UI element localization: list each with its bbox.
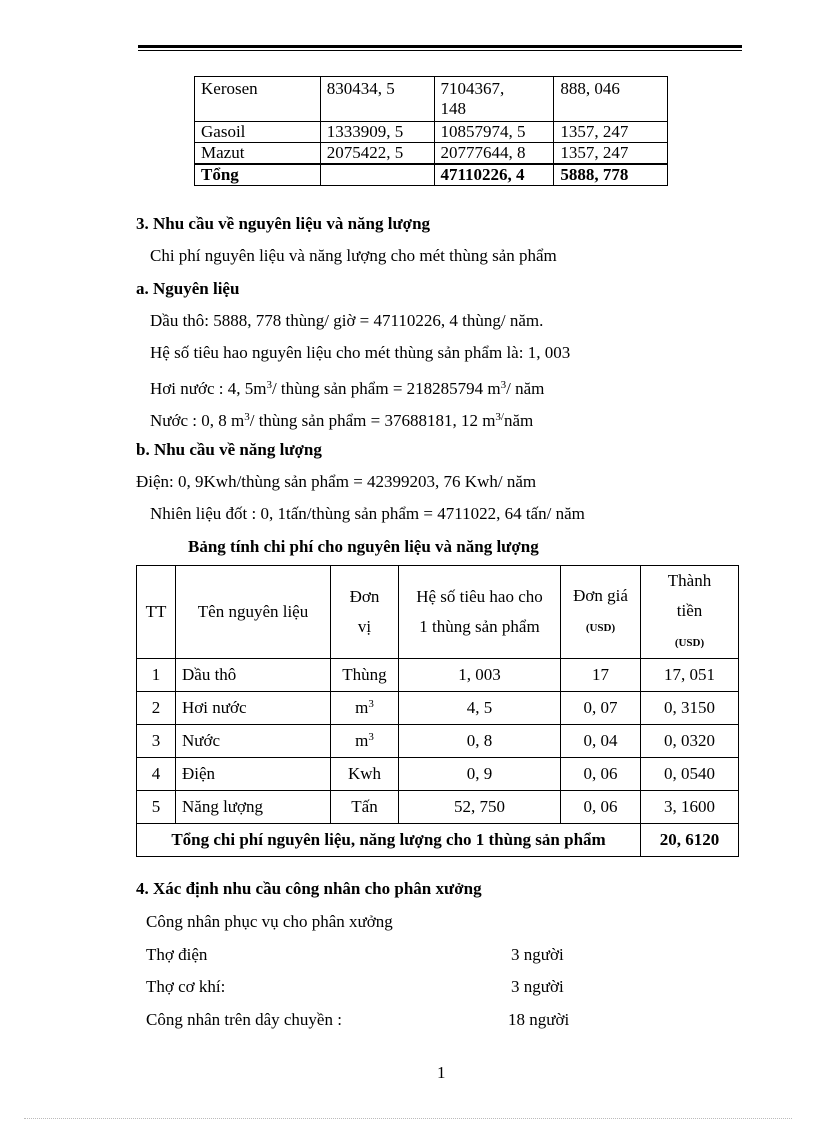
line-total bbox=[641, 725, 739, 758]
unit-price bbox=[561, 692, 641, 725]
header-line: Hệ số tiêu hao cho bbox=[416, 587, 543, 606]
text-part: / thùng sản phẩm = 37688181, 12 m bbox=[249, 411, 496, 430]
table-cell: 10857974, 5 bbox=[434, 122, 554, 143]
text-part: năm bbox=[503, 411, 534, 430]
cost-table-body bbox=[137, 659, 739, 824]
electricity-line: Điện: 0, 9Kwh/thùng sản phẩm = 42399203, 76 Kwh/ năm bbox=[136, 472, 537, 491]
row-number bbox=[137, 758, 176, 791]
water-line bbox=[150, 407, 533, 431]
worker-count: 3 người bbox=[511, 945, 564, 964]
row-number-text: 4 bbox=[151, 764, 161, 783]
unit-price bbox=[561, 758, 641, 791]
coefficient bbox=[399, 692, 561, 725]
consumption-coefficient-line: Hệ số tiêu hao nguyên liệu cho mét thùng sản phẩm là: 1, 003 bbox=[150, 343, 571, 362]
superscript: 3/ bbox=[495, 411, 504, 423]
header-rule-thick bbox=[138, 45, 742, 48]
unit bbox=[331, 659, 399, 692]
footer-value: 20, 6120 bbox=[641, 824, 739, 857]
worker-role: Thợ điện bbox=[146, 945, 208, 964]
header-name: Tên nguyên liệu bbox=[176, 566, 331, 659]
coefficient bbox=[399, 791, 561, 824]
coefficient bbox=[399, 659, 561, 692]
table-row bbox=[137, 758, 739, 791]
header-rule-thin bbox=[138, 50, 742, 51]
cost-table bbox=[136, 565, 739, 857]
table-cell bbox=[320, 164, 434, 186]
text-part: Hơi nước : 4, 5m bbox=[150, 379, 267, 398]
header-line: 1 thùng sản phẩm bbox=[419, 617, 540, 636]
unit bbox=[331, 791, 399, 824]
table-row bbox=[137, 725, 739, 758]
superscript: 3 bbox=[368, 731, 374, 743]
product-name: Mazut bbox=[195, 143, 321, 165]
unit bbox=[331, 725, 399, 758]
header-unit-label: (USD) bbox=[674, 637, 705, 649]
unit-price-text: 0, 06 bbox=[583, 797, 618, 816]
section-3-heading: 3. Nhu cầu về nguyên liệu và năng lượng bbox=[136, 214, 431, 233]
total-value: 5888, 778 bbox=[554, 164, 668, 186]
unit-text: m bbox=[355, 731, 369, 750]
text-part: Nước : 0, 8 m bbox=[150, 411, 245, 430]
total-label: Tổng bbox=[195, 164, 321, 186]
page-number: 1 bbox=[437, 1063, 446, 1082]
unit-price-text: 17 bbox=[592, 665, 609, 684]
unit-price-text: 0, 06 bbox=[583, 764, 618, 783]
table-row bbox=[137, 692, 739, 725]
worker-count: 3 người bbox=[511, 977, 564, 996]
coefficient-text: 4, 5 bbox=[466, 698, 493, 717]
row-number-text: 3 bbox=[151, 731, 161, 750]
subsection-a-heading: a. Nguyên liệu bbox=[136, 279, 240, 298]
material-name bbox=[176, 725, 331, 758]
cell-line: 7104367, bbox=[440, 79, 505, 98]
coefficient-text: 0, 8 bbox=[466, 731, 493, 750]
table-row bbox=[195, 122, 668, 143]
table-cell: 1333909, 5 bbox=[320, 122, 434, 143]
row-number bbox=[137, 725, 176, 758]
header-line: Đơn bbox=[349, 587, 380, 606]
header-line: tiền bbox=[676, 601, 703, 620]
coefficient bbox=[399, 725, 561, 758]
text-part: / năm bbox=[506, 379, 545, 398]
product-name: Kerosen bbox=[195, 77, 321, 122]
superscript: 3 bbox=[368, 698, 374, 710]
header-unit-label: (USD) bbox=[585, 622, 616, 634]
header-line: vị bbox=[357, 617, 372, 636]
material-name-text: Điện bbox=[182, 764, 216, 783]
unit-price bbox=[561, 725, 641, 758]
row-number-text: 5 bbox=[151, 797, 161, 816]
crude-oil-line: Dầu thô: 5888, 778 thùng/ giờ = 47110226, 4 thùng/ năm. bbox=[150, 311, 544, 330]
header-line: Đơn giá bbox=[573, 586, 628, 605]
header-total bbox=[641, 566, 739, 659]
material-name bbox=[176, 758, 331, 791]
unit-text: m bbox=[355, 698, 369, 717]
line-total-text: 0, 3150 bbox=[664, 698, 715, 717]
footer-label: Tổng chi phí nguyên liệu, năng lượng cho 1 thùng sản phẩm bbox=[137, 824, 641, 857]
header-line: Thành bbox=[667, 571, 712, 590]
row-number bbox=[137, 692, 176, 725]
table-row bbox=[137, 659, 739, 692]
section-4-intro: Công nhân phục vụ cho phân xưởng bbox=[146, 912, 393, 931]
line-total-text: 17, 051 bbox=[664, 665, 715, 684]
row-number-text: 2 bbox=[151, 698, 161, 717]
row-number bbox=[137, 659, 176, 692]
line-total-text: 0, 0540 bbox=[664, 764, 715, 783]
table-cell: 830434, 5 bbox=[320, 77, 434, 122]
steam-line bbox=[150, 375, 544, 399]
product-name: Gasoil bbox=[195, 122, 321, 143]
table-footer-row bbox=[137, 824, 739, 857]
table-row bbox=[195, 77, 668, 122]
fuel-production-table bbox=[194, 76, 668, 186]
material-name bbox=[176, 791, 331, 824]
unit bbox=[331, 692, 399, 725]
header-price bbox=[561, 566, 641, 659]
material-name bbox=[176, 659, 331, 692]
coefficient-text: 1, 003 bbox=[458, 665, 501, 684]
superscript: 3 bbox=[244, 411, 250, 423]
worker-count: 18 người bbox=[508, 1010, 570, 1029]
superscript: 3 bbox=[266, 379, 272, 391]
coefficient-text: 52, 750 bbox=[454, 797, 505, 816]
table-cell bbox=[434, 77, 554, 122]
line-total bbox=[641, 692, 739, 725]
row-number bbox=[137, 791, 176, 824]
fuel-line: Nhiên liệu đốt : 0, 1tấn/thùng sản phẩm = 4711022, 64 tấn/ năm bbox=[150, 504, 585, 523]
line-total bbox=[641, 791, 739, 824]
section-4-heading: 4. Xác định nhu cầu công nhân cho phân xưởng bbox=[136, 879, 482, 898]
material-name-text: Năng lượng bbox=[182, 797, 263, 816]
page-bottom-divider bbox=[24, 1118, 792, 1119]
coefficient bbox=[399, 758, 561, 791]
unit-text: Thùng bbox=[342, 665, 387, 684]
table-cell: 888, 046 bbox=[554, 77, 668, 122]
material-name-text: Nước bbox=[182, 731, 221, 750]
coefficient-text: 0, 9 bbox=[466, 764, 493, 783]
table-cell: 1357, 247 bbox=[554, 143, 668, 165]
unit-price bbox=[561, 659, 641, 692]
header-coefficient bbox=[399, 566, 561, 659]
line-total bbox=[641, 758, 739, 791]
material-name bbox=[176, 692, 331, 725]
table-cell: 20777644, 8 bbox=[434, 143, 554, 165]
table-row bbox=[137, 791, 739, 824]
unit-text: Kwh bbox=[347, 764, 382, 783]
unit-price bbox=[561, 791, 641, 824]
unit bbox=[331, 758, 399, 791]
line-total bbox=[641, 659, 739, 692]
unit-price-text: 0, 04 bbox=[583, 731, 618, 750]
unit-price-text: 0, 07 bbox=[583, 698, 618, 717]
superscript: 3 bbox=[500, 379, 507, 391]
table-total-row bbox=[195, 164, 668, 186]
row-number-text: 1 bbox=[151, 665, 161, 684]
unit-text: Tấn bbox=[351, 797, 378, 816]
material-name-text: Dầu thô bbox=[182, 665, 237, 684]
table-cell: 1357, 247 bbox=[554, 122, 668, 143]
line-total-text: 0, 0320 bbox=[664, 731, 715, 750]
worker-role: Công nhân trên dây chuyền : bbox=[146, 1010, 342, 1029]
subsection-b-heading: b. Nhu cầu về năng lượng bbox=[136, 440, 322, 459]
header-unit bbox=[331, 566, 399, 659]
worker-role: Thợ cơ khí: bbox=[146, 977, 226, 996]
cost-table-title: Bảng tính chi phí cho nguyên liệu và năng lượng bbox=[188, 537, 539, 556]
line-total-text: 3, 1600 bbox=[664, 797, 715, 816]
text-part: / thùng sản phẩm = 218285794 m bbox=[271, 379, 501, 398]
table-row bbox=[195, 143, 668, 165]
table-cell: 2075422, 5 bbox=[320, 143, 434, 165]
section-3-intro: Chi phí nguyên liệu và năng lượng cho mét thùng sản phẩm bbox=[150, 246, 557, 265]
total-value: 47110226, 4 bbox=[434, 164, 554, 186]
cell-line: 148 bbox=[440, 99, 466, 118]
header-tt: TT bbox=[137, 566, 176, 659]
material-name-text: Hơi nước bbox=[182, 698, 247, 717]
table-header-row bbox=[137, 566, 739, 659]
